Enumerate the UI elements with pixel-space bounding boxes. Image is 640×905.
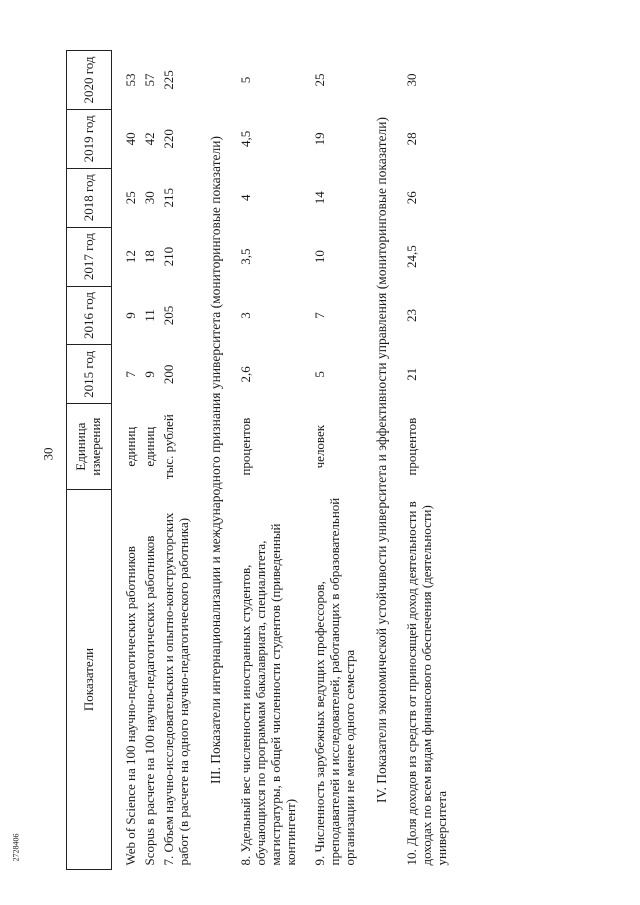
indicator-name: 9. Численность зарубежных ведущих профессоров, преподавателей и исследователей, работающих в образовательной организации не менее одного семестра (312, 497, 357, 866)
value-cell: 7 (123, 371, 138, 378)
value-cell: 57 (141, 73, 157, 87)
value-cell: 40 (123, 132, 138, 146)
value-cell: 23 (404, 309, 420, 322)
value-cell: 19 (312, 132, 328, 146)
header-year: 2019 год (67, 109, 112, 168)
value-cell: 210 (160, 246, 176, 267)
value-cell: 205 (160, 305, 176, 326)
value-cell: 30 (141, 191, 157, 205)
indicator-name: 10. Доля доходов из средств от приносящей доход деятельности в доходах по всем видам финансового обеспечения (деятельности) университета (404, 501, 450, 866)
table-row (160, 51, 194, 870)
unit-cell: человек (312, 424, 328, 469)
value-cell: 3,5 (238, 248, 254, 265)
unit-cell: единиц (123, 426, 138, 467)
value-cell: 3 (238, 312, 254, 319)
table-row (311, 51, 360, 870)
value-cell: 25 (312, 73, 328, 87)
value-cell: 200 (160, 364, 176, 385)
value-cell: 12 (123, 250, 138, 264)
value-cell: 4,5 (238, 130, 254, 147)
unit-cell: процентов (238, 417, 254, 476)
value-cell: 24,5 (404, 245, 420, 268)
value-cell: 10 (312, 250, 328, 264)
value-cell: 30 (404, 73, 420, 87)
value-cell: 42 (141, 132, 157, 146)
value-cell: 11 (141, 309, 157, 322)
unit-cell: единиц (141, 426, 157, 467)
table-row (122, 51, 141, 870)
value-cell: 215 (160, 188, 176, 208)
value-cell: 5 (238, 76, 254, 84)
page-number: 30 (40, 447, 56, 461)
value-cell: 28 (404, 132, 420, 146)
value-cell: 225 (160, 70, 176, 90)
table-row (237, 51, 301, 870)
header-year: 2016 год (67, 286, 112, 345)
indicator-name: 8. Удельный вес численности иностранных студентов, обучающихся по программам бакалавриата, специалитета, магистратуры, в общей численности студентов (приведенный контингент) (238, 523, 299, 866)
section-title: IV. Показатели экономической устойчивости университета и эффективности управления (мониторинговые показатели) (373, 116, 389, 804)
header-year: 2020 год (67, 51, 112, 110)
header-year: 2017 год (67, 227, 112, 286)
indicator-name: 7. Объем научно-исследовательских и опытно-конструкторских работ (в расчете на одного научно-педагогического работника) (160, 512, 191, 866)
value-cell: 53 (123, 73, 138, 87)
value-cell: 220 (160, 129, 176, 149)
document-id: 2728406 (11, 833, 21, 862)
indicator-name: Scopus в расчете на 100 научно-педагогических работников (141, 535, 157, 866)
value-cell: 4 (238, 194, 254, 201)
indicator-name: Web of Science на 100 научно-педагогических работников (123, 546, 138, 866)
section-row (360, 51, 404, 870)
value-cell: 7 (312, 312, 328, 319)
value-cell: 14 (312, 191, 328, 205)
header-unit: Единица измерения (67, 404, 112, 490)
value-cell: 9 (123, 312, 138, 319)
unit-cell: процентов (404, 417, 420, 476)
value-cell: 5 (312, 371, 328, 378)
header-row (67, 51, 112, 870)
section-title: III. Показатели интернационализации и международного признания университета (мониторинговые показатели) (207, 136, 223, 784)
header-year: 2018 год (67, 168, 112, 227)
value-cell: 9 (141, 371, 157, 378)
value-cell: 2,6 (238, 366, 254, 383)
header-year: 2015 год (67, 345, 112, 404)
table-row (403, 51, 452, 870)
value-cell: 25 (123, 191, 138, 205)
value-cell: 26 (404, 191, 420, 205)
value-cell: 18 (141, 250, 157, 264)
unit-cell: тыс. рублей (160, 414, 176, 480)
indicators-table (66, 50, 452, 870)
header-indicator: Показатели (67, 489, 112, 869)
section-row (194, 51, 238, 870)
table-row (141, 51, 160, 870)
value-cell: 21 (404, 367, 420, 381)
rotated-table-container (66, 50, 631, 870)
